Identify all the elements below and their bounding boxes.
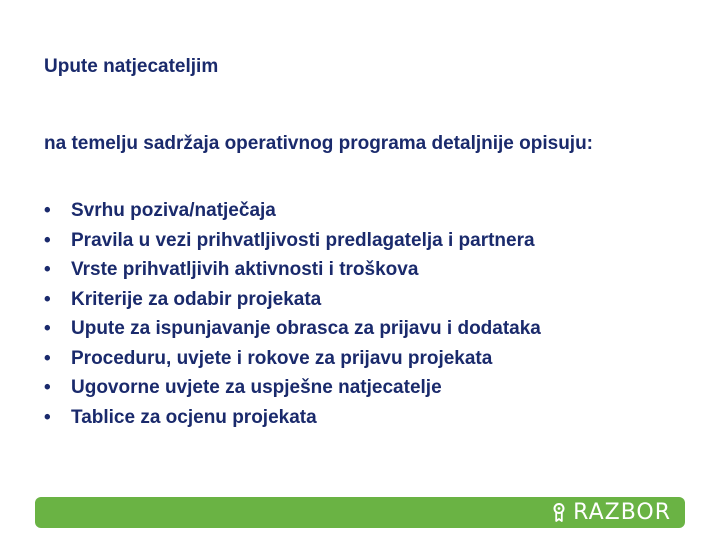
bullet-icon: • [44, 229, 51, 251]
list-item [44, 255, 684, 285]
slide-title: Upute natjecateljim [44, 56, 219, 77]
list-item-text: Pravila u vezi prihvatljivosti predlagatelja i partnera [71, 229, 535, 251]
bullet-icon: • [44, 318, 51, 339]
list-item-text: Proceduru, uvjete i rokove za prijavu projekata [71, 347, 493, 369]
list-item-text: Kriterije za odabir projekata [71, 288, 322, 310]
list-item-text: Tablice za ocjenu projekata [71, 406, 317, 428]
footer-bar [35, 497, 685, 528]
list-item [44, 285, 684, 315]
list-item-text: Ugovorne uvjete za uspješne natjecatelje [71, 377, 442, 398]
list-item-text: Svrhu poziva/natječaja [71, 200, 276, 221]
list-item-text: Vrste prihvatljivih aktivnosti i troškova [71, 259, 419, 280]
bullet-icon: • [44, 259, 51, 280]
logo-text: RAZBOR [573, 500, 671, 525]
list-item [44, 344, 684, 374]
bullet-icon: • [44, 406, 51, 428]
bullet-icon: • [44, 200, 51, 221]
razbor-logo-icon [551, 502, 567, 524]
bullet-list [44, 196, 684, 432]
list-item [44, 314, 684, 344]
bullet-icon: • [44, 288, 51, 310]
list-item-text: Upute za ispunjavanje obrasca za prijavu i dodataka [71, 318, 541, 339]
list-item [44, 226, 684, 256]
list-item [44, 403, 684, 433]
intro-text: na temelju sadržaja operativnog programa detaljnije opisuju: [44, 133, 594, 154]
list-item [44, 196, 684, 226]
list-item [44, 373, 684, 403]
bullet-icon: • [44, 347, 51, 369]
bullet-icon: • [44, 377, 51, 398]
razbor-logo [551, 500, 671, 525]
